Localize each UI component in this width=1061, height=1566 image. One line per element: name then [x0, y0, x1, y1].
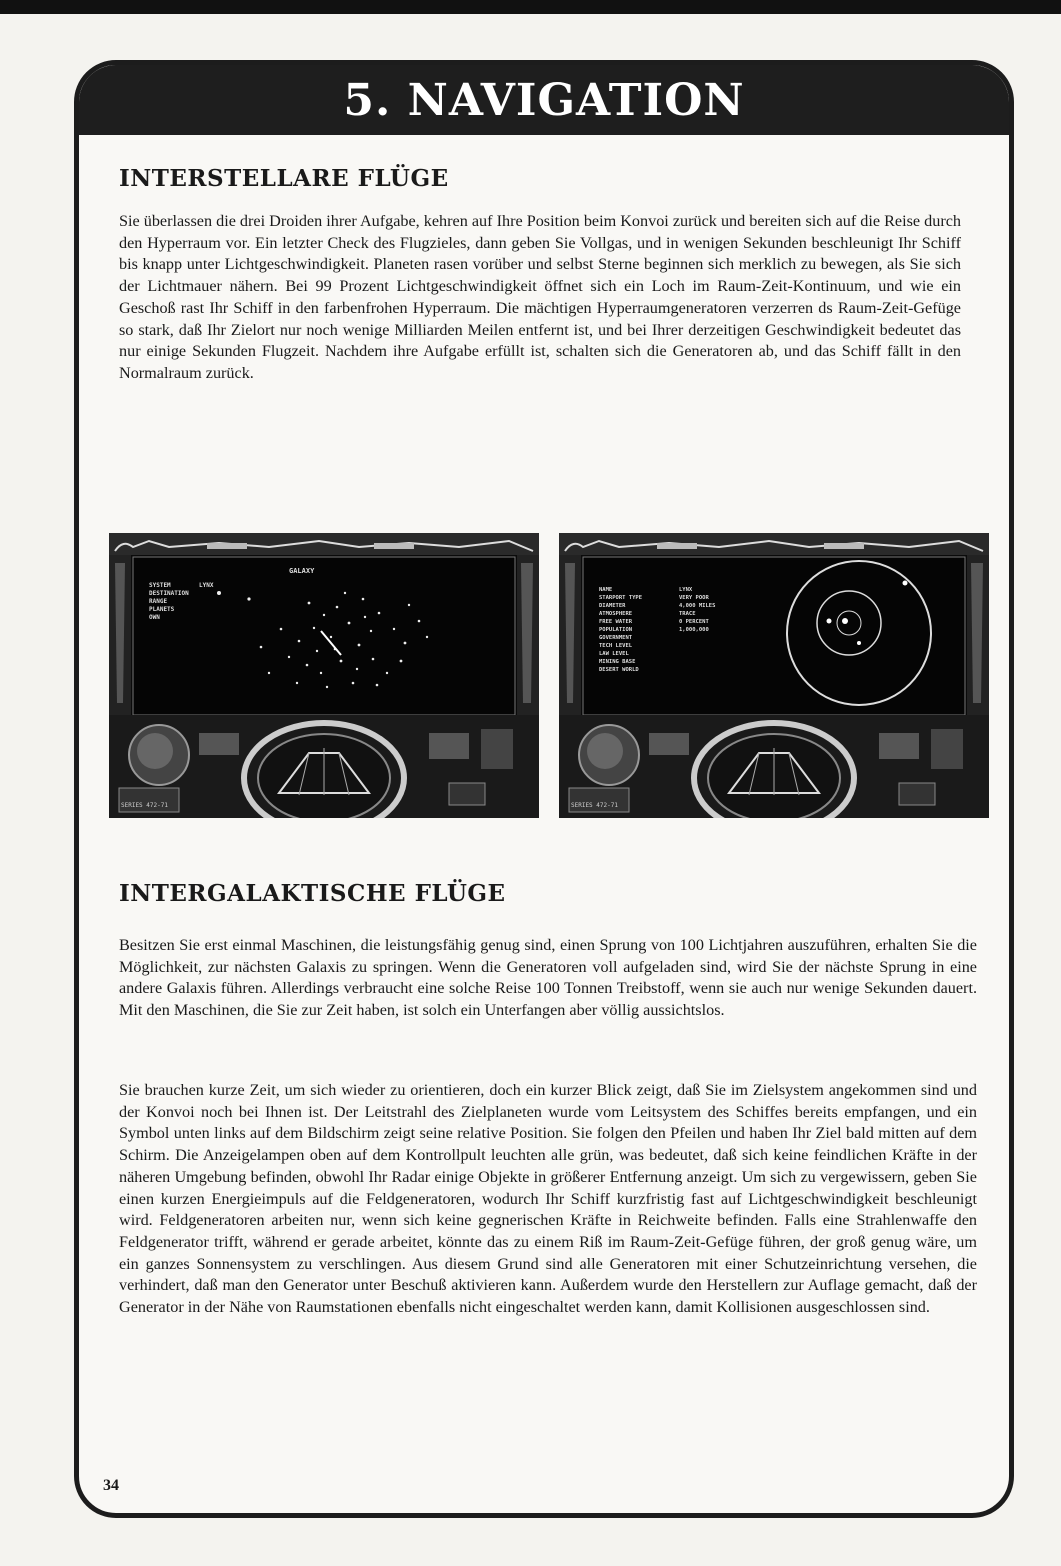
panel-label-planets: PLANETS: [149, 606, 175, 613]
panel-value-lynx: LYNX: [199, 582, 214, 589]
planet-label: STARPORT TYPE: [599, 595, 643, 601]
panel-label-range: RANGE: [149, 598, 168, 605]
planet-label: NAME: [599, 587, 613, 593]
chapter-title: 5. NAVIGATION: [343, 74, 745, 126]
page-number: 34: [103, 1477, 119, 1494]
chapter-header: [79, 65, 1009, 135]
planet-label: LAW LEVEL: [599, 651, 629, 657]
section-paragraph: Besitzen Sie erst einmal Maschinen, die leistungsfähig genug sind, einen Sprung von 100 Lichtjahren auszuführen, erhalten Sie die Möglichkeit, zur nächsten Galaxis zu springen. Wenn die Generatoren voll aufgeladen sind, wird Sie der nächste Sprung in eine andere Galaxis führen. Allerdings verbraucht eine solche Reise 100 Tonnen Treibstoff, wenn sie auch nur wenige Sekunden dauert. Mit den Maschinen, die Sie zur Zeit haben, ist solch ein Unterfangen aber völlig aussichtslos.: [119, 936, 977, 1020]
screenshot-galaxy-map: [109, 533, 539, 818]
planet-value: 0 PERCENT: [679, 619, 709, 625]
planet-label: DIAMETER: [599, 603, 626, 609]
game-screenshots: [109, 533, 989, 818]
section-paragraph: Sie brauchen kurze Zeit, um sich wieder zu orientieren, doch ein kurzer Blick zeigt, daß Sie im Zielsystem angekommen sind und der Konvoi noch bei Ihnen ist. Der Leitstrahl des Zielplaneten wurde vom Leitsystem des Schiffes bereits empfangen, und ein Symbol unten links auf dem Bildschirm zeigt seine relative Position. Sie folgen den Pfeilen und haben Ihr Ziel bald mitten auf dem Schirm. Die Anzeigelampen oben auf dem Kontrollpult leuchten alle grün, was bedeutet, daß sich keine feindlichen Kräfte in der näheren Umgebung befinden, obwohl Ihr Radar einige Objekte in größerer Entfernung anzeigt. Um sich zu vergewissern, geben Sie einen kurzen Energieimpuls auf die Feldgeneratoren, wodurch Ihr Schiff kurzfristig fast auf Lichtgeschwindigkeit beschleunigt wird. Feldgeneratoren arbeiten nur, wenn sich keine gegnerischen Kräfte in Reichweite befinden. Falls eine Strahlenwaffe den Feldgenerator trifft, während er gerade arbeitet, könnte das zu einem Riß im Raum-Zeit-Gefüge führen, der groß genug wäre, um ein ganzes Sonnensystem zu verschlingen. Aus diesem Grund sind alle Generatoren mit einer Schutzeinrichtung versehen, die verhindert, daß man den Generator unter Beschuß aktivieren kann. Außerdem wurde den Herstellern zur Auflage gemacht, daß der Generator in der Nähe von Raumstationen ebenfalls nicht eingeschaltet werden kann, damit Kollisionen ausgeschlossen sind.: [119, 1081, 977, 1317]
section-paragraph: Sie überlassen die drei Droiden ihrer Aufgabe, kehren auf Ihre Position beim Konvoi zurück und bereiten sich auf die Reise durch den Hyperraum vor. Ein letzter Check des Flugzieles, dann geben Sie Vollgas, und in wenigen Sekunden beschleunigt Ihr Schiff bis knapp unter Lichtgeschwindigkeit. Planeten rasen vorüber und selbst Sterne beginnen sich merklich zu bewegen, als Sie sich der Lichtmauer nähern. Bei 99 Prozent Lichtgeschwindigkeit öffnet sich ein Loch im Raum-Zeit-Kontinuum, und wie ein Geschoß rast Ihr Schiff in den farbenfrohen Hyperraum. Die mächtigen Hyperraumgeneratoren verzerren ds Raum-Zeit-Gefüge so stark, daß Ihr Zielort nur noch wenige Milliarden Meilen entfernt ist, und bei Ihrer derzeitigen Geschwindigkeit bedeutet das nur einige Sekunden Flugzeit. Nachdem ihre Aufgabe erfüllt ist, schalten sich die Generatoren ab, und das Schiff fällt in den Normalraum zurück.: [119, 212, 961, 382]
top-edge-bar: [0, 0, 1061, 14]
planet-label: MINING BASE: [599, 659, 636, 665]
panel-label-destination: DESTINATION: [149, 590, 189, 597]
planet-value: TRACE: [679, 611, 696, 617]
section-title-intergalactic: INTERGALAKTISCHE FLÜGE: [119, 880, 506, 907]
planet-label: GOVERNMENT: [599, 635, 633, 641]
planet-label: DESERT WORLD: [599, 667, 639, 673]
planet-label: ATMOSPHERE: [599, 611, 633, 617]
section-title-interstellar: INTERSTELLARE FLÜGE: [119, 165, 449, 192]
planet-value: 4,000 MILES: [679, 603, 716, 609]
screenshot-planet-info: [559, 533, 989, 818]
planet-value: LYNX: [679, 587, 693, 593]
planet-label: FREE WATER: [599, 619, 633, 625]
console-readout: SERIES 472-71: [121, 802, 168, 809]
console-readout: SERIES 472-71: [571, 802, 618, 809]
panel-label-system: SYSTEM: [149, 582, 171, 589]
page-frame: [74, 60, 1014, 1518]
planet-value: VERY POOR: [679, 595, 709, 601]
galaxy-heading: GALAXY: [289, 567, 315, 575]
planet-value: 1,000,000: [679, 627, 709, 633]
panel-label-own: OWN: [149, 614, 160, 621]
planet-label: TECH LEVEL: [599, 643, 633, 649]
planet-label: POPULATION: [599, 627, 633, 633]
